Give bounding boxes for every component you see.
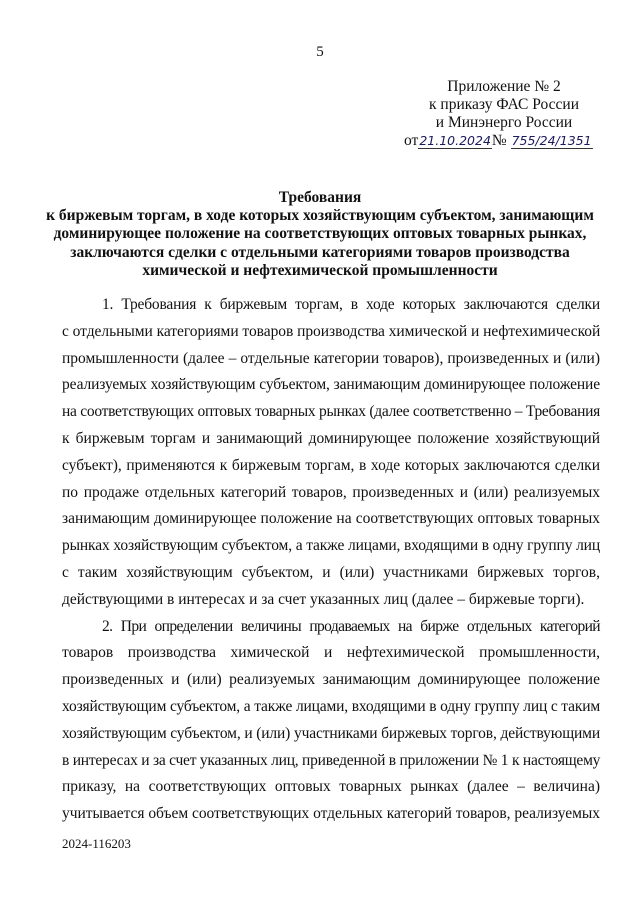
order-number-handwritten: 755/24/1351: [511, 133, 592, 148]
paragraph-line: субъект), применяются к биржевым торгам, в ходе которых заключаются сделки: [62, 456, 600, 474]
page-number: 5: [316, 44, 324, 60]
appendix-line-3: и Минэнерго России: [435, 114, 573, 131]
paragraph-2: [62, 614, 600, 828]
document-id: 2024-116203: [62, 836, 131, 851]
title-line-5: химической и нефтехимической промышленности: [142, 261, 498, 279]
title-line-2: к биржевым торгам, в ходе которых хозяйствующим субъектом, занимающим: [46, 207, 594, 225]
paragraph-line: приказу, на соответствующих оптовых товарных рынках (далее – величина): [62, 778, 600, 796]
paragraph-line: действующими в интересах и за счет указанных лиц (далее – биржевые торги).: [62, 590, 585, 608]
order-date-handwritten: 21.10.2024: [419, 133, 491, 148]
appendix-line-1: Приложение № 2: [447, 78, 561, 95]
paragraph-line: промышленности (далее – отдельные категории товаров), произведенных и (или): [62, 349, 600, 367]
paragraph-line: на соответствующих оптовых товарных рынках (далее соответственно – Требования: [62, 403, 600, 421]
paragraph-line: хозяйствующим субъектом, и (или) участниками биржевых торгов, действующими: [62, 724, 600, 742]
title-line-4: заключаются сделки с отдельными категориями товаров производства: [70, 243, 570, 261]
appendix-header: [404, 78, 604, 150]
document-title: [40, 189, 600, 280]
paragraph-1: [62, 292, 600, 614]
paragraph-line: с отдельными категориями товаров производства химической и нефтехимической: [62, 322, 601, 340]
paragraph-line: в интересах и за счет указанных лиц, приведенной в приложении № 1 к настоящему: [62, 751, 601, 769]
title-line-3: доминирующее положение на соответствующих оптовых товарных рынках,: [53, 225, 587, 243]
paragraph-line: к биржевым торгам и занимающий доминирующее положение хозяйствующий: [62, 429, 600, 447]
paragraph-line: товаров производства химической и нефтехимической промышленности,: [62, 644, 600, 662]
order-number-label: №: [491, 132, 507, 149]
appendix-line-2: к приказу ФАС России: [429, 96, 579, 113]
paragraph-line: 2. При определении величины продаваемых на бирже отдельных категорий: [102, 617, 600, 635]
paragraph-line: занимающим доминирующее положение на соответствующих оптовых товарных: [62, 510, 600, 528]
paragraph-line: хозяйствующим субъектом, а также лицами, входящими в одну группу лиц с таким: [62, 697, 600, 715]
document-body: [62, 292, 600, 828]
paragraph-line: реализуемых хозяйствующим субъектом, занимающим доминирующее положение: [62, 376, 600, 394]
title-line-1: Требования: [278, 189, 362, 206]
order-ref-prefix: от: [404, 132, 419, 149]
paragraph-line: по продаже отдельных категорий товаров, произведенных и (или) реализуемых: [62, 483, 600, 501]
paragraph-line: рынках хозяйствующим субъектом, а также лицами, входящими в одну группу лиц: [62, 537, 600, 555]
paragraph-line: 1. Требования к биржевым торгам, в ходе которых заключаются сделки: [102, 296, 600, 313]
order-reference: [404, 132, 604, 150]
paragraph-line: учитывается объем соответствующих отдельных категорий товаров, реализуемых: [62, 805, 600, 823]
paragraph-line: с таким хозяйствующим субъектом, и (или) участниками биржевых торгов,: [62, 563, 600, 581]
paragraph-line: произведенных и (или) реализуемых занимающим доминирующее положение: [62, 671, 600, 689]
